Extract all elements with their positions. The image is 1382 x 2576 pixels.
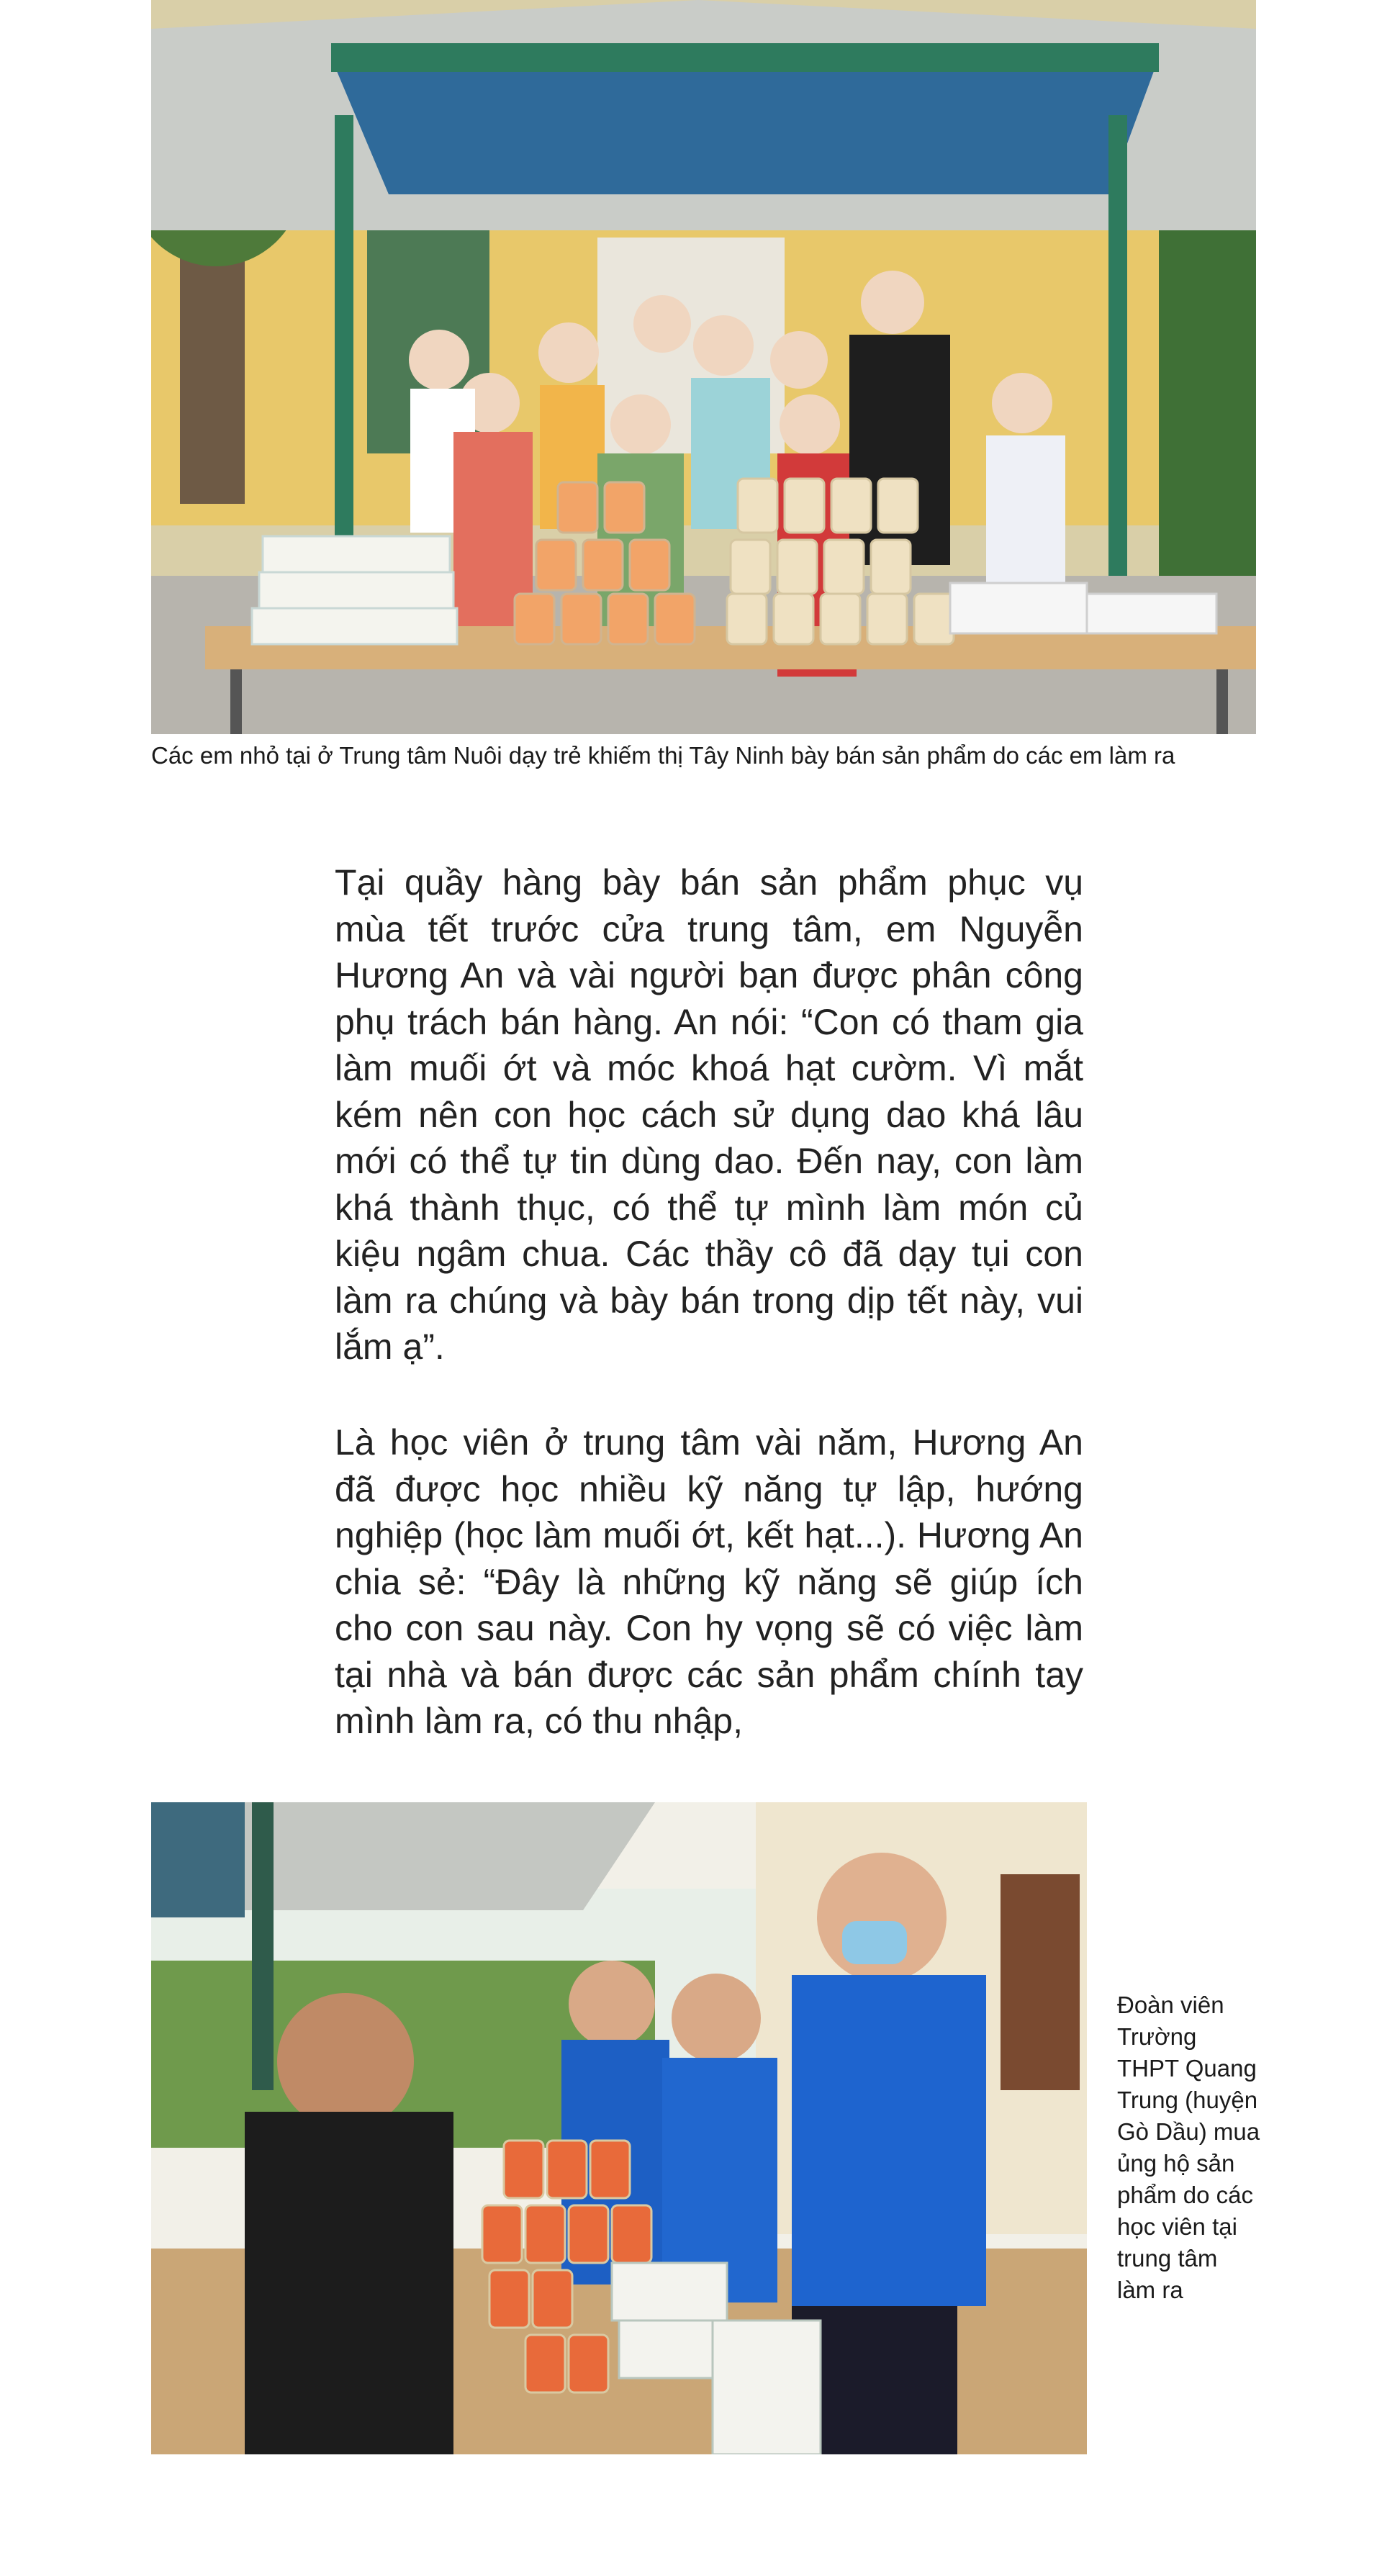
figure-caption: Các em nhỏ tại ở Trung tâm Nuôi dạy trẻ khiếm thị Tây Ninh bày bán sản phẩm do các em làm ra bbox=[151, 742, 1175, 769]
photo-children-sales-booth bbox=[151, 0, 1256, 734]
figure-caption: Đoàn viên Trường THPT Quang Trung (huyện Gò Dầu) mua ủng hộ sản phẩm do các học viên tại trung tâm làm ra bbox=[1117, 1992, 1260, 2303]
photo-students-buying-products bbox=[151, 1802, 1087, 2454]
article-paragraph: Là học viên ở trung tâm vài năm, Hương An đã được học nhiều kỹ năng tự lập, hướng nghiệp (học làm muối ớt, kết hạt...). Hương An chia sẻ: “Đây là những kỹ năng sẽ giúp ích cho con sau này. Con hy vọng sẽ có việc làm tại nhà và bán được các sản phẩm chính tay mình làm ra, có thu nhập, bbox=[335, 1422, 1083, 1741]
article-paragraph: Tại quầy hàng bày bán sản phẩm phục vụ mùa tết trước cửa trung tâm, em Nguyễn Hương An và vài người bạn được phân công phụ trách bán hàng. An nói: “Con có tham gia làm muối ớt và móc khoá hạt cườm. Vì mắt kém nên con học cách sử dụng dao khá lâu mới có thể tự tin dùng dao. Đến nay, con làm khá thành thục, có thể tự mình làm món củ kiệu ngâm chua. Các thầy cô đã dạy tụi con làm ra chúng và bày bán trong dịp tết này, vui lắm ạ”. bbox=[335, 862, 1083, 1367]
